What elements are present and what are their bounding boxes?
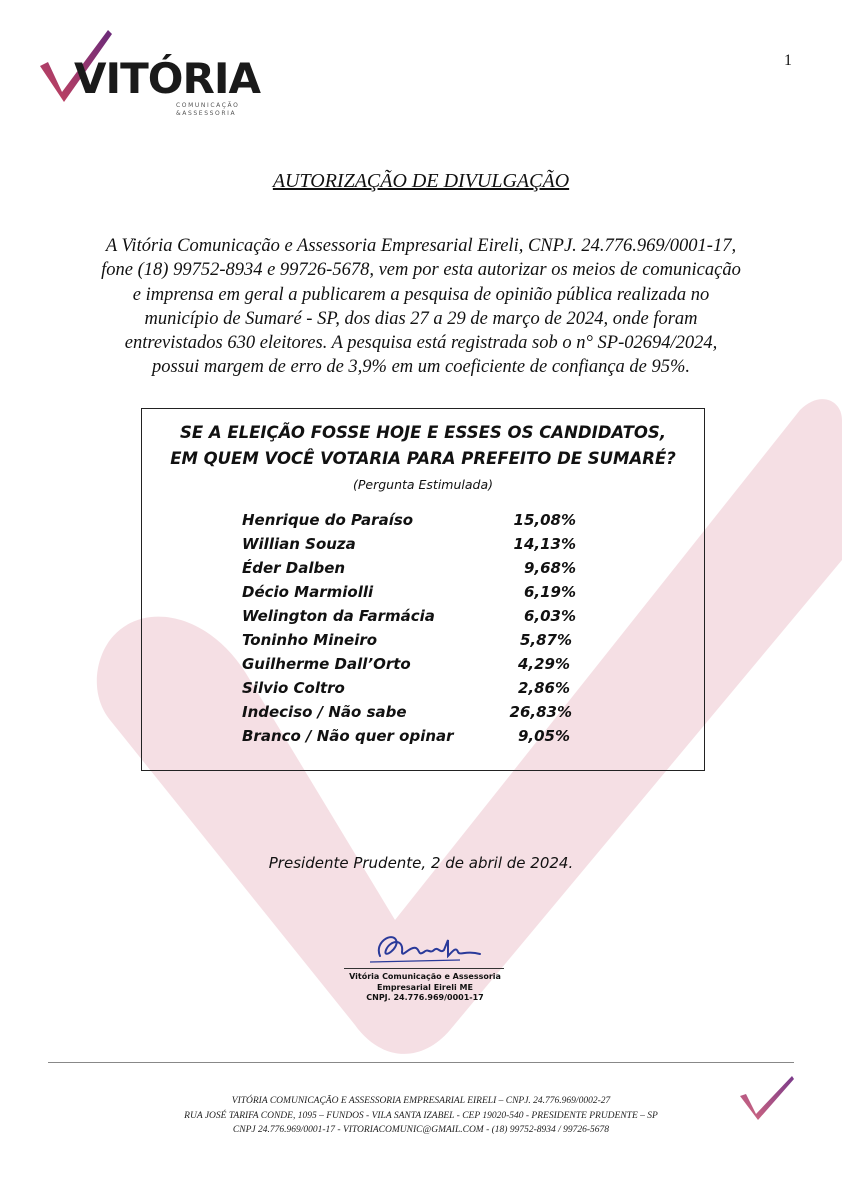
footer bbox=[0, 1094, 842, 1138]
candidate-name: Guilherme Dall’Orto bbox=[242, 655, 411, 673]
poll-results-box bbox=[141, 408, 705, 771]
signature-caption: Vitória Comunicação e Assessoria Empresarial Eireli ME CNPJ. 24.776.969/0001-17 bbox=[349, 972, 501, 1002]
candidate-percentage: 5,87% bbox=[519, 631, 572, 649]
footer-line: RUA JOSÉ TARIFA CONDE, 1095 – FUNDOS - VILA SANTA IZABEL - CEP 19020-540 - PRESIDENTE PRUDENTE – SP bbox=[184, 1110, 658, 1121]
logo-wordmark: VITÓRIA bbox=[74, 54, 260, 103]
candidate-percentage: 2,86% bbox=[517, 679, 570, 697]
candidate-name: Décio Marmiolli bbox=[242, 583, 374, 601]
intro-line: entrevistados 630 eleitores. A pesquisa está registrada sob o n° SP-02694/2024, bbox=[124, 333, 718, 354]
candidate-name: Silvio Coltro bbox=[242, 679, 345, 697]
intro-paragraph bbox=[48, 234, 794, 380]
candidate-percentage: 14,13% bbox=[513, 535, 576, 553]
intro-line: fone (18) 99752-8934 e 99726-5678, vem por esta autorizar os meios de comunicação bbox=[101, 260, 741, 281]
intro-line: município de Sumaré - SP, dos dias 27 a 29 de março de 2024, onde foram bbox=[144, 308, 698, 329]
signature-line bbox=[344, 968, 504, 969]
candidate-name: Welington da Farmácia bbox=[242, 607, 435, 625]
candidate-percentage: 9,05% bbox=[517, 727, 570, 745]
candidate-name: Éder Dalben bbox=[242, 559, 346, 577]
candidate-percentage: 6,19% bbox=[523, 583, 576, 601]
footer-divider bbox=[48, 1062, 794, 1063]
poll-question-line: SE A ELEIÇÃO FOSSE HOJE E ESSES OS CANDIDATOS, bbox=[179, 423, 667, 442]
handwritten-signature-icon bbox=[330, 926, 520, 970]
company-logo bbox=[38, 26, 260, 122]
intro-line: A Vitória Comunicação e Assessoria Empresarial Eireli, CNPJ. 24.776.969/0001-17, bbox=[105, 236, 737, 256]
candidate-name: Indeciso / Não sabe bbox=[242, 703, 407, 721]
logo-subtitle: COMUNICAÇÃO &ASSESSORIA bbox=[176, 102, 240, 117]
candidate-percentage: 6,03% bbox=[523, 607, 576, 625]
footer-line: VITÓRIA COMUNICAÇÃO E ASSESSORIA EMPRESARIAL EIRELI – CNPJ. 24.776.969/0002-27 bbox=[231, 1096, 611, 1106]
intro-line: e imprensa em geral a publicarem a pesquisa de opinião pública realizada no bbox=[132, 284, 710, 305]
candidate-name: Toninho Mineiro bbox=[242, 631, 378, 649]
footer-line: CNPJ 24.776.969/0001-17 - VITORIACOMUNIC@GMAIL.COM - (18) 99752-8934 / 99726-5678 bbox=[232, 1125, 610, 1135]
footer-checkmark-icon bbox=[738, 1074, 798, 1122]
signature-block bbox=[330, 926, 520, 1016]
document-title: AUTORIZAÇÃO DE DIVULGAÇÃO bbox=[272, 170, 570, 192]
candidate-percentage: 4,29% bbox=[517, 655, 570, 673]
page-number: 1 bbox=[784, 52, 792, 69]
candidate-percentage: 9,68% bbox=[523, 559, 576, 577]
candidate-name: Branco / Não quer opinar bbox=[242, 727, 454, 745]
candidate-percentage: 26,83% bbox=[509, 703, 572, 721]
poll-question-type: (Pergunta Estimulada) bbox=[352, 477, 494, 492]
place-date: Presidente Prudente, 2 de abril de 2024. bbox=[268, 854, 574, 872]
candidate-name: Henrique do Paraíso bbox=[242, 511, 414, 529]
poll-question-line: EM QUEM VOCÊ VOTARIA PARA PREFEITO DE SUMARÉ? bbox=[170, 449, 676, 468]
intro-line: possui margem de erro de 3,9% em um coeficiente de confiança de 95%. bbox=[151, 357, 691, 378]
candidate-percentage: 15,08% bbox=[513, 511, 576, 529]
candidate-name: Willian Souza bbox=[242, 535, 356, 553]
